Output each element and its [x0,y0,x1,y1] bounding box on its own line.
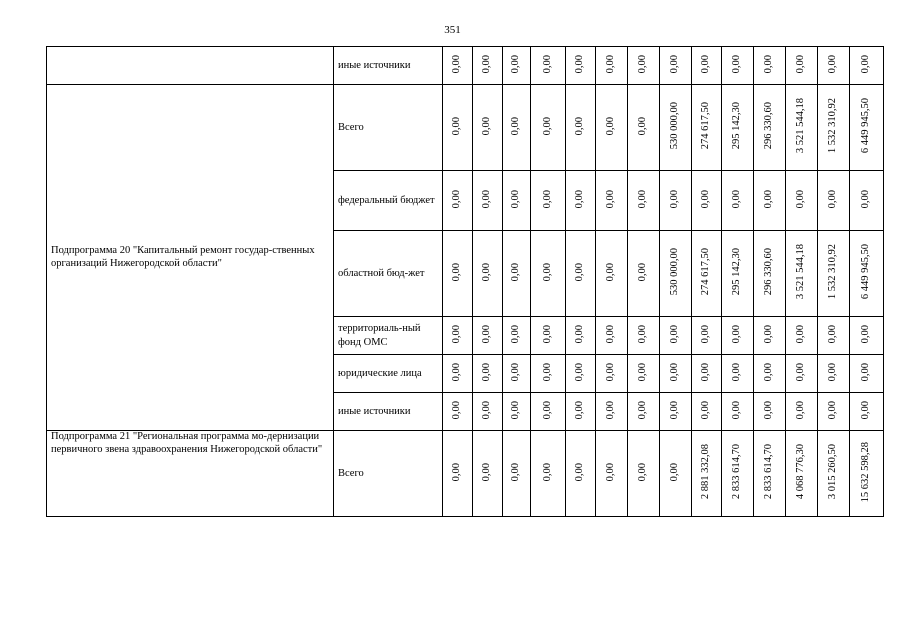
value-cell [754,431,786,517]
value-cell [503,393,531,431]
value-cell [596,317,628,355]
value-text: 0,00 [481,362,493,382]
value-cell [660,355,692,393]
value-text: 0,00 [700,54,712,74]
value-cell [566,85,596,171]
value-cell [473,393,503,431]
program-21-title: Подпрограмма 21 "Региональная программа мо-дернизации первичного звена здравоохранения Нижегородской области" [47,431,334,517]
value-cell [503,355,531,393]
value-text: 1 532 310,92 [827,244,839,300]
value-cell [596,231,628,317]
value-text: 0,00 [700,362,712,382]
value-text: 2 881 332,08 [700,444,712,500]
value-text: 0,00 [574,54,586,74]
value-cell [531,431,566,517]
value-cell [692,317,722,355]
value-cell [786,355,818,393]
value-text: 0,00 [763,189,775,209]
value-cell [531,47,566,85]
value-cell [786,393,818,431]
value-cell [566,393,596,431]
program-20-title: Подпрограмма 20 "Капитальный ремонт государ-ственных организаций Нижегородской области" [47,85,334,431]
value-text: 0,00 [541,189,553,209]
funding-source: иные источники [334,393,443,431]
value-cell [850,431,884,517]
value-text: 0,00 [605,54,617,74]
value-text: 0,00 [574,189,586,209]
value-cell [692,355,722,393]
value-cell [473,231,503,317]
value-cell [850,85,884,171]
value-text: 0,00 [700,324,712,344]
value-text: 0,00 [451,462,463,482]
value-text: 0,00 [637,324,649,344]
value-text: 0,00 [481,324,493,344]
value-text: 0,00 [763,324,775,344]
value-cell [850,317,884,355]
value-cell [503,171,531,231]
value-text: 0,00 [605,189,617,209]
value-cell [660,47,692,85]
value-cell [443,355,473,393]
value-text: 0,00 [605,400,617,420]
value-text: 0,00 [510,324,522,344]
value-text: 15 632 598,28 [860,441,872,503]
value-cell [566,317,596,355]
value-text: 3 521 544,18 [795,98,807,154]
value-cell [692,47,722,85]
value-cell [722,317,754,355]
value-text: 274 617,50 [700,102,712,150]
value-text: 0,00 [574,362,586,382]
value-cell [531,393,566,431]
value-text: 0,00 [669,189,681,209]
value-cell [850,355,884,393]
value-text: 296 330,60 [763,102,775,150]
value-cell [596,393,628,431]
value-text: 0,00 [574,400,586,420]
value-cell [473,431,503,517]
value-cell [503,47,531,85]
value-text: 0,00 [669,400,681,420]
value-cell [473,317,503,355]
value-cell [818,393,850,431]
value-text: 6 449 945,50 [860,244,872,300]
value-text: 0,00 [669,362,681,382]
value-cell [443,85,473,171]
value-cell [818,171,850,231]
value-text: 0,00 [731,54,743,74]
value-cell [443,393,473,431]
value-cell [818,317,850,355]
value-cell [566,355,596,393]
value-text: 0,00 [510,400,522,420]
value-cell [596,431,628,517]
value-text: 0,00 [827,324,839,344]
value-cell [443,171,473,231]
value-text: 0,00 [510,362,522,382]
value-text: 0,00 [451,324,463,344]
value-text: 0,00 [637,400,649,420]
value-text: 0,00 [795,362,807,382]
value-text: 0,00 [669,462,681,482]
value-cell [443,231,473,317]
value-text: 0,00 [700,189,712,209]
value-cell [531,355,566,393]
value-text: 0,00 [541,400,553,420]
value-text: 295 142,30 [731,102,743,150]
value-text: 0,00 [574,324,586,344]
value-text: 0,00 [827,54,839,74]
value-text: 2 833 614,70 [763,444,775,500]
value-cell [818,431,850,517]
value-text: 0,00 [541,462,553,482]
value-text: 0,00 [541,262,553,282]
value-cell [850,47,884,85]
value-text: 0,00 [731,324,743,344]
value-text: 0,00 [510,262,522,282]
value-cell [473,171,503,231]
value-text: 0,00 [541,116,553,136]
value-text: 0,00 [763,362,775,382]
value-cell [786,171,818,231]
value-cell [722,47,754,85]
value-cell [443,431,473,517]
value-cell [596,171,628,231]
value-text: 0,00 [860,324,872,344]
value-text: 0,00 [860,400,872,420]
value-cell [628,85,660,171]
value-text: 0,00 [795,324,807,344]
value-cell [660,171,692,231]
value-cell [531,317,566,355]
value-text: 0,00 [510,189,522,209]
value-cell [628,431,660,517]
value-cell [566,431,596,517]
table-row [47,47,884,85]
value-text: 530 000,00 [669,248,681,296]
value-text: 0,00 [510,116,522,136]
value-text: 0,00 [795,54,807,74]
value-cell [754,171,786,231]
value-text: 1 532 310,92 [827,98,839,154]
value-cell [628,47,660,85]
value-cell [596,355,628,393]
value-cell [692,171,722,231]
value-text: 0,00 [451,54,463,74]
value-text: 0,00 [541,54,553,74]
value-cell [754,231,786,317]
value-cell [692,231,722,317]
value-text: 0,00 [481,189,493,209]
value-text: 0,00 [510,462,522,482]
value-cell [754,85,786,171]
value-cell [818,85,850,171]
value-text: 0,00 [451,189,463,209]
funding-source: территориаль-ный фонд ОМС [334,317,443,355]
value-text: 2 833 614,70 [731,444,743,500]
value-text: 0,00 [574,116,586,136]
value-text: 0,00 [605,324,617,344]
value-text: 0,00 [763,400,775,420]
funding-source: юридические лица [334,355,443,393]
value-cell [628,317,660,355]
value-text: 0,00 [637,54,649,74]
value-text: 6 449 945,50 [860,98,872,154]
value-text: 0,00 [541,362,553,382]
program-cell-empty [47,47,334,85]
value-cell [850,231,884,317]
value-cell [596,47,628,85]
value-cell [722,431,754,517]
table-row [47,85,884,171]
value-cell [628,393,660,431]
value-text: 0,00 [860,362,872,382]
value-text: 4 068 776,30 [795,444,807,500]
value-cell [850,171,884,231]
value-text: 296 330,60 [763,248,775,296]
value-text: 0,00 [510,54,522,74]
funding-source: Всего [334,85,443,171]
value-text: 0,00 [795,400,807,420]
value-cell [628,231,660,317]
value-text: 3 521 544,18 [795,244,807,300]
value-text: 0,00 [637,189,649,209]
value-cell [503,85,531,171]
value-text: 0,00 [860,54,872,74]
value-text: 3 015 260,50 [827,444,839,500]
value-cell [660,231,692,317]
funding-source: иные источники [334,47,443,85]
value-text: 0,00 [763,54,775,74]
value-text: 0,00 [451,362,463,382]
value-cell [443,317,473,355]
value-cell [754,317,786,355]
value-cell [660,393,692,431]
value-text: 0,00 [481,262,493,282]
value-cell [692,431,722,517]
value-text: 0,00 [731,400,743,420]
value-cell [850,393,884,431]
value-cell [531,85,566,171]
value-cell [566,171,596,231]
value-text: 0,00 [574,462,586,482]
value-cell [786,85,818,171]
value-text: 0,00 [605,116,617,136]
value-cell [473,47,503,85]
value-cell [531,171,566,231]
value-text: 0,00 [700,400,712,420]
value-cell [692,393,722,431]
funding-source: федеральный бюджет [334,171,443,231]
value-cell [722,231,754,317]
value-cell [660,85,692,171]
funding-table [46,46,884,517]
page-number: 351 [444,24,461,36]
value-cell [818,355,850,393]
funding-source: областной бюд-жет [334,231,443,317]
value-cell [443,47,473,85]
value-text: 0,00 [574,262,586,282]
value-text: 0,00 [669,54,681,74]
value-cell [628,355,660,393]
value-cell [722,85,754,171]
value-text: 0,00 [451,116,463,136]
value-cell [566,231,596,317]
value-cell [786,431,818,517]
value-text: 0,00 [637,262,649,282]
value-text: 0,00 [481,400,493,420]
value-text: 0,00 [451,262,463,282]
value-cell [473,355,503,393]
value-cell [503,317,531,355]
value-cell [503,431,531,517]
value-text: 0,00 [637,116,649,136]
value-cell [786,231,818,317]
value-text: 0,00 [481,462,493,482]
value-text: 0,00 [795,189,807,209]
value-text: 0,00 [605,262,617,282]
value-text: 0,00 [669,324,681,344]
value-cell [754,355,786,393]
value-cell [628,171,660,231]
value-cell [818,47,850,85]
value-cell [786,317,818,355]
table-row [47,431,884,517]
value-text: 295 142,30 [731,248,743,296]
value-text: 0,00 [605,462,617,482]
value-text: 0,00 [637,462,649,482]
value-text: 274 617,50 [700,248,712,296]
value-cell [722,171,754,231]
value-text: 0,00 [827,400,839,420]
value-cell [531,231,566,317]
value-cell [754,393,786,431]
value-text: 0,00 [731,189,743,209]
value-text: 0,00 [541,324,553,344]
value-cell [660,431,692,517]
value-text: 0,00 [481,54,493,74]
value-text: 0,00 [860,189,872,209]
value-text: 0,00 [731,362,743,382]
value-cell [566,47,596,85]
value-text: 530 000,00 [669,102,681,150]
value-text: 0,00 [481,116,493,136]
value-text: 0,00 [605,362,617,382]
value-cell [596,85,628,171]
value-text: 0,00 [451,400,463,420]
value-cell [754,47,786,85]
value-text: 0,00 [827,362,839,382]
value-cell [722,355,754,393]
value-cell [818,231,850,317]
value-cell [722,393,754,431]
value-text: 0,00 [637,362,649,382]
funding-source: Всего [334,431,443,517]
value-cell [660,317,692,355]
value-text: 0,00 [827,189,839,209]
value-cell [503,231,531,317]
value-cell [786,47,818,85]
value-cell [473,85,503,171]
value-cell [692,85,722,171]
